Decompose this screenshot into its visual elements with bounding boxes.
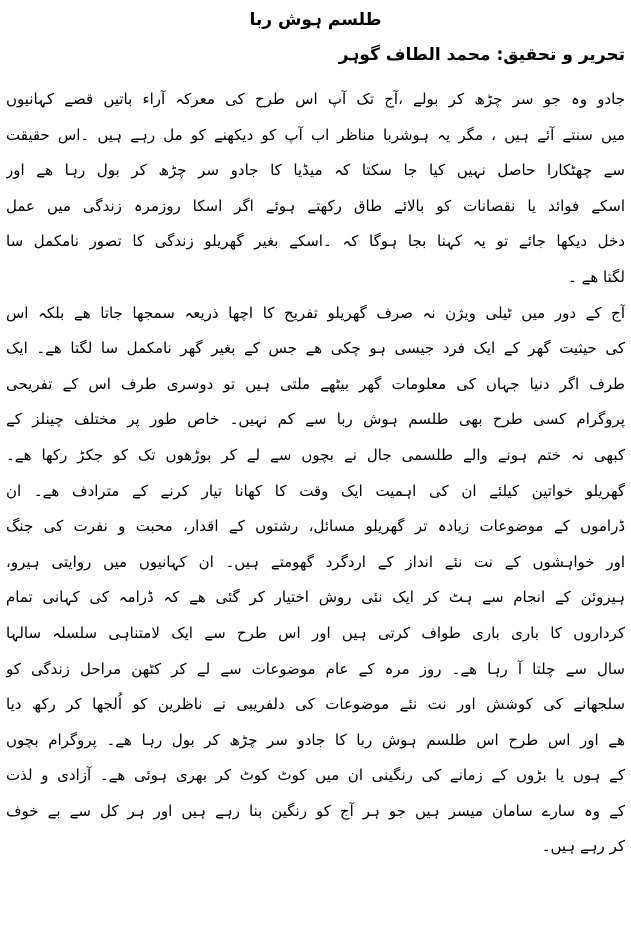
text-line: کرداروں کا باری باری طواف کرتی ہیں اور اس طرح سے ایک لامتناہی سلسلہ سالہا [6,623,625,642]
text-line: جادو وہ جو سر چڑھ کر بولے ،آج تک آپ اس طرح کی معرکہ آراء باتیں قصے کہانیوں [6,90,625,108]
text-line: کی حیثیت گھر کے ایک فرد جیسی ہو چکی ھے جس کے بغیر گھر نامکمل سا لگتا ھے۔ ایک [6,339,625,358]
text-line: کے ہوں یا بڑوں کے زمانے کی رنگینی ان میں کوٹ کوٹ کر بھری ہوئی ھے۔ آزادی و لذت [6,766,625,785]
text-line: سے چھٹکارا حاصل نہیں کیا جا سکتا کہ میڈیا کا جادو سر چڑھ کر بول رہا ھے اور [6,161,625,180]
article-byline: تحریر و تحقیق: محمد الطاف گوہر [338,45,625,65]
text-line: ھے اور اس طرح اس طلسم ہوش ربا کا جادو سر چڑھ کر بول رہا ھے۔ پروگرام بچوں [6,730,625,749]
text-line: گھریلو خواتین کیلئے ان کی اہمیت ایک وقت کا کھانا تیار کرنے کے مترادف ھے۔ ان [6,481,625,500]
text-line: ڈراموں کے موضوعات زیادہ تر گھریلو مسائل، رشتوں کے اقدار، محبت و نفرت کی جنگ [6,517,625,536]
text-line: دخل دیکھا جائے تو یہ کہنا بجا ہوگا کہ ۔اسکے بغیر گھریلو زندگی کا تصور نامکمل سا [6,232,625,251]
text-line: طرف اگر دنیا جہاں کی معلومات گھر بیٹھے ملتی ہیں تو دوسری طرف اس کے تفریحی [6,374,625,393]
text-line: اور خواہشوں کے نت نئے انداز کے اردگرد گھومتے ہیں۔ ان کہانیوں میں روایتی ہیرو، [6,552,625,571]
text-line: میں سنتے آئے ہیں ، مگر یہ ہوشربا مناظر اب آپ کو دیکھنے کو مل رہے ہیں ۔اس حقیقت [6,125,625,144]
article-body [6,82,625,865]
text-line: آج کے دور میں ٹیلی ویژن نہ صرف گھریلو تفریح کا اچھا ذریعہ سمجھا جاتا ھے بلکہ اس [6,303,625,322]
text-line: لگتا ھے ۔ [568,267,625,286]
text-line: سال سے چلتا آ رہا ھے۔ روز مرہ کے عام موضوعات سے لے کر کٹھن مراحل زندگی کو [6,659,625,678]
article-title: طلسم ہوش ربا [249,10,382,30]
text-line: کے وہ سارے سامان میسر ہیں جو ہر آج کو رنگین بنا رہے ہیں اور ہر کل سے بے خوف [6,801,625,820]
text-line: اسکے فوائد یا نقصانات کو بالائے طاق رکھتے ہوئے اگر اسکا روزمرہ زندگی میں عمل [6,196,625,215]
text-line: کر رہے ہیں۔ [541,837,625,856]
text-line: سلجھانے کی کوشش اور نت نئے موضوعات کی دلفریبی نے ناظرین کو اُلجھا کر رکھ دیا [6,695,625,714]
text-line: پروگرام کسی طرح بھی طلسم ہوش ربا سے کم نہیں۔ خاص طور پر مختلف چینلز کے [6,410,625,429]
text-line: کبھی نہ ختم ہونے والے طلسمی جال نے بچوں سے لے کر بوڑھوں تک کو جکڑ رکھا ھے۔ [6,445,625,464]
text-line: ہیروئن کے انجام سے ہٹ کر ایک نئی روش اختیار کر گئی ھے کہ ڈرامہ کی کہانی تمام [6,588,625,607]
